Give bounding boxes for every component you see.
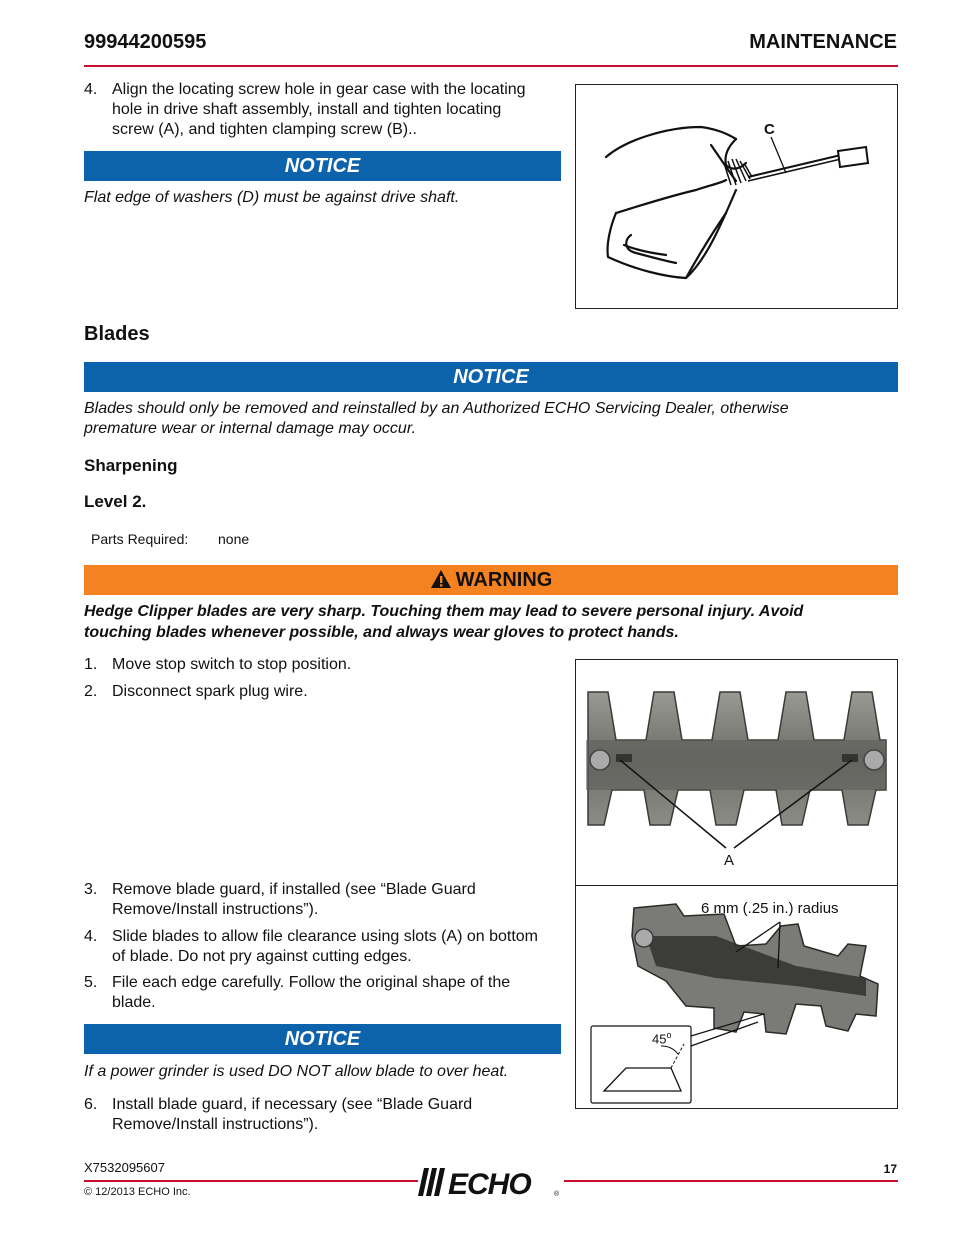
step-number: 5. [84, 974, 98, 991]
step-3 [84, 880, 564, 922]
section-title: MAINTENANCE [749, 31, 897, 53]
angle-label [652, 1030, 671, 1046]
figure-blade-slots [575, 659, 898, 886]
step-1 [84, 655, 564, 675]
step-text-line: of blade. Do not pry against cutting edges. [112, 948, 412, 965]
echo-logo [418, 1166, 564, 1198]
step-4-align [84, 80, 564, 142]
step-4-slide [84, 927, 564, 969]
svg-text:®: ® [554, 1191, 560, 1198]
radius-label: 6 mm (.25 in.) radius [701, 900, 839, 917]
section-heading-blades: Blades [84, 323, 150, 345]
notice-text: Flat edge of washers (D) must be against drive shaft. [84, 189, 460, 206]
step-text-line: Slide blades to allow file clearance using slots (A) on bottom [112, 928, 538, 945]
figure-label-a: A [724, 852, 735, 869]
step-number: 1. [84, 656, 98, 673]
step-text-line: Remove blade guard, if installed (see “Blade Guard [112, 881, 476, 898]
blade-radius-illustration [576, 886, 897, 1108]
warning-banner [84, 565, 898, 595]
figure-cleaning-brush [575, 84, 898, 309]
hand-with-brush-illustration [576, 85, 897, 308]
step-text-line: hole in drive shaft assembly, install and tighten locating [112, 101, 502, 118]
notice-text-line: premature wear or internal damage may occur. [84, 420, 416, 437]
notice-text-line: Blades should only be removed and reinstalled by an Authorized ECHO Servicing Dealer, otherwise [84, 400, 789, 417]
notice-text [84, 399, 898, 439]
step-text-line: Remove/Install instructions”). [112, 901, 319, 918]
step-number: 4. [84, 928, 98, 945]
step-text-line: Disconnect spark plug wire. [112, 683, 308, 700]
header-rule [84, 65, 898, 67]
logo-wordmark: ECHO [448, 1168, 531, 1198]
step-6 [84, 1095, 564, 1137]
warning-text-line: touching blades whenever possible, and always wear gloves to protect hands. [84, 624, 679, 641]
warning-triangle-icon [430, 568, 452, 598]
blade-photo-illustration [576, 660, 897, 885]
step-number: 3. [84, 881, 98, 898]
parts-required [91, 531, 250, 547]
parts-required-value: none [218, 531, 250, 547]
notice-banner: NOTICE [84, 1024, 561, 1054]
skill-level: Level 2. [84, 492, 147, 511]
copyright: © 12/2013 ECHO Inc. [84, 1186, 191, 1198]
warning-text-line: Hedge Clipper blades are very sharp. Touching them may lead to severe personal injury. Avoid [84, 603, 804, 620]
step-text-line: Install blade guard, if necessary (see “Blade Guard [112, 1096, 473, 1113]
document-number: X7532095607 [84, 1160, 165, 1175]
step-text-line: Remove/Install instructions”). [112, 1116, 319, 1133]
figure-label-c: C [764, 121, 775, 138]
part-number: 99944200595 [84, 31, 207, 53]
step-text-line: Move stop switch to stop position. [112, 656, 352, 673]
step-number: 4. [84, 81, 98, 98]
step-text-line: Align the locating screw hole in gear case with the locating [112, 81, 526, 98]
figure-blade-radius [575, 885, 898, 1109]
step-text-line: blade. [112, 994, 156, 1011]
page-number: 17 [883, 1162, 897, 1176]
step-5 [84, 973, 564, 1015]
step-text-line: File each edge carefully. Follow the original shape of the [112, 974, 511, 991]
warning-label: WARNING [455, 569, 553, 591]
parts-required-label: Parts Required: [91, 531, 189, 547]
warning-text [84, 601, 898, 643]
notice-text: If a power grinder is used DO NOT allow blade to over heat. [84, 1063, 509, 1080]
angle-degree-mark: o [666, 1030, 672, 1040]
step-2 [84, 682, 564, 702]
notice-banner: NOTICE [84, 362, 898, 392]
step-text-line: screw (A), and tighten clamping screw (B).. [112, 121, 417, 138]
step-number: 2. [84, 683, 98, 700]
subheading-sharpening: Sharpening [84, 456, 178, 475]
angle-value: 45 [652, 1031, 667, 1047]
step-number: 6. [84, 1096, 98, 1113]
notice-banner: NOTICE [84, 151, 561, 181]
